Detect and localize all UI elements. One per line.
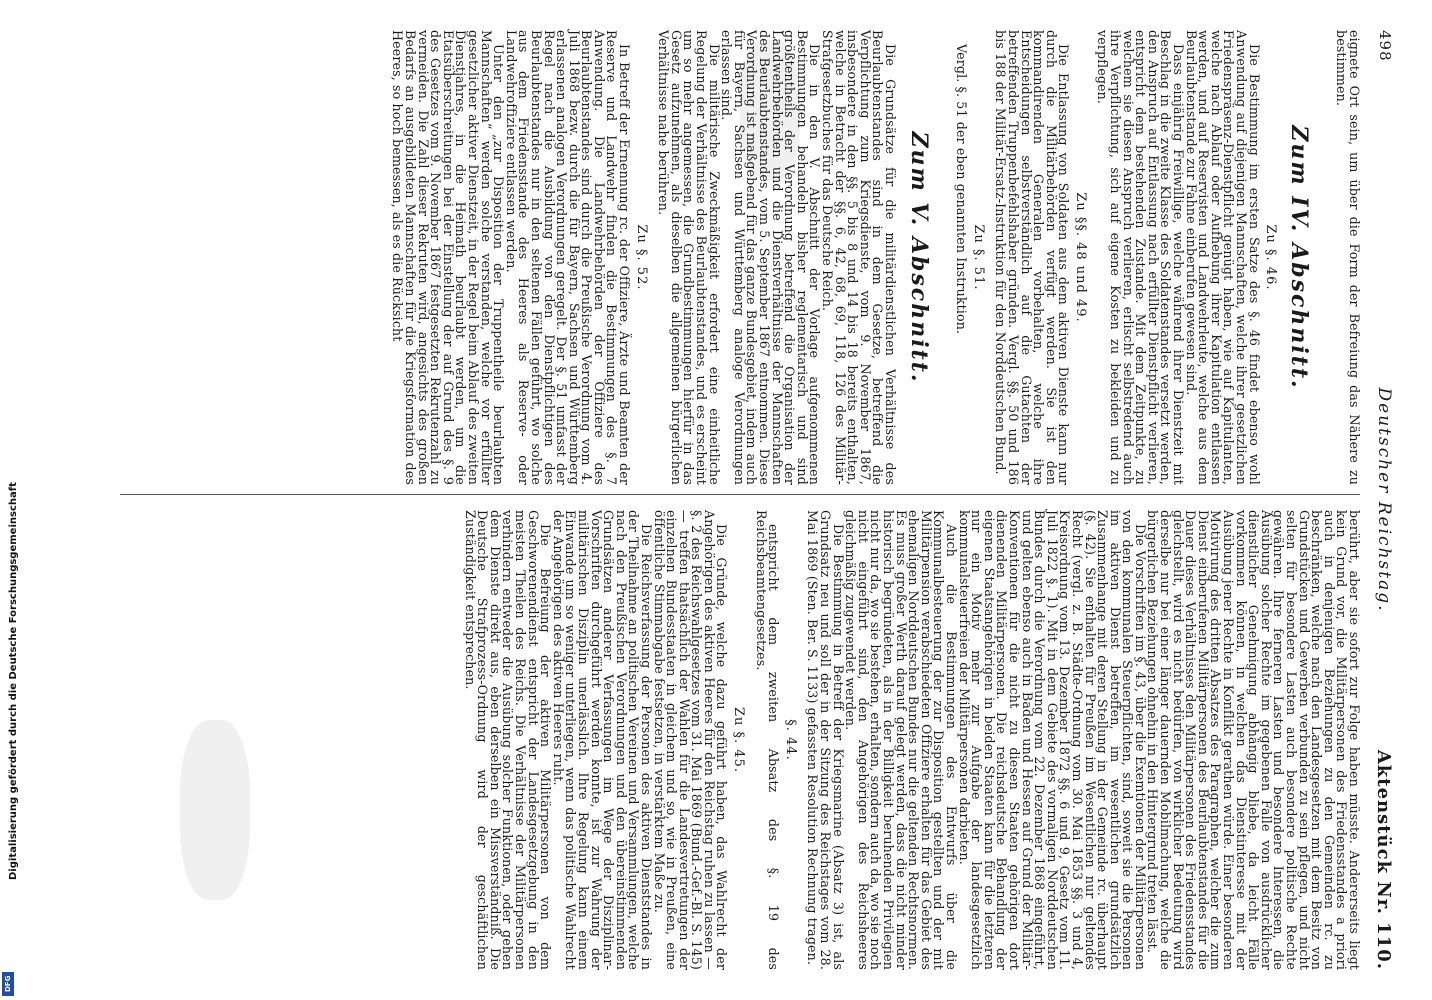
subsection-heading: Zu §. 52.: [633, 224, 649, 291]
paragraph: In Betreff der Ernennung rc. der Offiziere, Ärzte und Beamten der Reserve und Landwehr finden die Bestimmungen des §. 7 Anwendung. Die Landwehrbehörden der Offiziere des Beurlaubtenstandes sind durch die Preußische Verordnung vom 4. Juli 1868 bezw. durch die für Bayern, Sachsen und Württemberg erlassenen analogen Verordnungen geregelt. Der §. 51 umfasst der Regel nach die Ausbildung von den Dienstpflichtigen des Beurlaubtenstandes nur in den seltenen Fällen geführt, wo solche aus dem Friedensstande des Heeres als Reserve- oder Landwehroffiziere entlassen werden.: [503, 30, 633, 485]
digitization-footer: [0, 0, 19, 1000]
column-divider: [120, 494, 1360, 495]
paragraph: entspricht dem zweiten Absatz des §. 19 des Reichsbeamtengesetzes.: [753, 510, 782, 970]
subsection-heading: Zu §. 46.: [1263, 224, 1279, 291]
journal-title: Deutscher Reichstag.: [1374, 387, 1394, 613]
running-head: [1368, 30, 1394, 970]
paragraph: Vergl. §. 51 der eben genannten Instruktion.: [954, 44, 970, 335]
page-number: 498: [1376, 30, 1394, 62]
paragraph: Die Reichsverfassung der Personen des aktiven Dienststandes in der Theilnahme an politischen Vereinen und Versammlungen, welche nach den Preußischen Verordnungen und den übereinstimmenden Grundsätzen anderer Verfassungen im Wege der Disziplinar-Vorschriften durchgeführt werden konnte, ist zur Wahrung der militärischen Disziplin unerlässlich. Ihre Regelung kann einem Einwande um so weniger unterliegen, wenn das politische Wahlrecht der Angehörigen des aktiven Heeres ruht.: [550, 510, 654, 970]
text-column-left: [463, 510, 1360, 970]
section-heading: Zum IV. Abschnitt.: [1285, 125, 1312, 390]
paragraph: Die Bestimmung in Betreff der Kriegsmarine (Absatz 3) ist, als Grundsatz neu und soll der in der Sitzung des Reichstages vom 28. Mai 1869 (Sten. Ber. S. 1133) gefassten Resolution Rechnung tragen.: [805, 510, 846, 970]
subsection-heading: Zu §§. 48 und 49.: [1072, 192, 1088, 323]
paragraph: Die Vorschriften im §. 43, über die Exemtionen der Militärpersonen von den kommunalen Steuerpflichten, sind, soweit sie die Personen im aktiven Dienst betreffen, im wesentlichen grundsätzlich Zusammenhange mit deren Stellung in der Gemeinde rc. überhaupt (§. 42). Sie enthalten für Preußen im Wesentlichen nur geltendes Recht (vergl. z. B. Städte-Ordnung vom 30. Mai 1853 §§. 3 und 4, Kreisordnung vom 13. Dezember 1872 §§. 6 und 9, Gesetz vom 11. Juli 1822 §. 1). Mit in dem Gebiete des vormaligen Norddeutschen Bundes durch die Verordnung vom 22. Dezember 1868 eingeführt, und gelten ebenso auch in Baden und Hessen auf Grund der Militär-Konventionen für die nicht zu diesen Staaten gehörigen dort dienenden Militärpersonen. Die reichsdeutsche Behandlung der eigenen Staatsangehörigen in beiden Staaten kann für die letzteren nur ein Motiv mehr zur Aufgabe der landesgesetzlich kommunalsteuerfreien der Militärpersonen darbieten.: [956, 510, 1148, 970]
scanned-page: [80, 20, 1400, 980]
subsection-heading: Zu §. 45.: [731, 707, 747, 773]
paragraph: berührt, aber sie sofort zur Folge haben müsste. Andererseits liegt kein Grund vor, die Militärpersonen des Friedensstandes a priori auch in denjenigen Beziehungen zu den Gemeinden rc. zu beschränken, welche nach den Landesgesetzen mit dem Besitz von Grundstücken und Gewerben verbunden zu sein pflegen, und nicht selten für besondere Lasten auch besondere politische Rechte gewähren. Ihre ferneren Lasten und besondere Interessen, die Ausübung solcher Rechte im gegebenen Falle von ausdrücklicher dienstlicher Genehmigung abhängig bliebe, da leicht Fälle vorkommen können, in welchen das Dienstinteresse mit der Ausübung jener Rechte in Konflikt gerathen würde. Einer besonderen Motivirung des dritten Absatzes des Paragraphen, welcher die zum Dienst einberufenen Militärpersonen des Beurlaubtenstandes für die Dauer dieses Verhältnisses den Militärpersonen des Friedensstandes gleichstellt, wird es nicht bedürfen, von wirklicher Bedeutung wird derselbe nur bei einer länger dauernden Mobilmachung, welche die bürgerlichen Beziehungen ohnehin in den Hintergrund treten lässt.: [1145, 510, 1362, 970]
paragraph: Dass einjährig Freiwillige, welche während ihrer Dienstzeit mit Beschlag in die zweite Klasse des Soldatenstandes versetzt werden, den Anspruch auf Entlassung nach erfüllter Dienstpflicht verlieren, entspricht dem bestehenden Zustande. Mit dem Zeitpunkte, zu welchem sie diesen Anspruch verlieren, erlischt selbstredend auch ihre Verpflichtung, sich auf eigene Kosten zu bekleiden und zu verpflegen.: [1095, 30, 1187, 485]
subsection-heading: §. 44.: [782, 719, 798, 761]
paper-stain: [180, 720, 250, 900]
paragraph: Die Befreiung der aktiven Militärpersonen von dem Geschworenendienst entspricht der Landesgesetzgebung in den meisten Theilen des Reichs. Die Verhältnisse der Militärpersonen verhindern entweder die Ausübung solcher Funktionen, oder gehen dem Dienste direkt aus, eben derselben ein Missverständniß. Die Deutsche Strafprozess-Ordnung wird der geschäftlichen Zuständigkeit entsprechen.: [462, 510, 554, 970]
document-reference: Aktenstück Nr. 110.: [1373, 749, 1394, 970]
paragraph: Die Bestimmung im ersten Satze des §. 46 findet ebenso wohl Anwendung auf diejenigen Mannschaften, welche ihrer gesetzlichen Friedenspräsenz-Dienstpflicht genügt haben, wie auf Kapitulanten, welche nach Ablauf oder Aufhebung ihrer Kapitulation entlassen werden, und auf Reservisten und Landwehrleute, welche aus dem Beurlaubtenstande zur Fahne einberufen gewesen sind.: [1183, 30, 1262, 485]
paragraph: Unter den „zur Disposition der Truppentheile beurlaubten Mannschaften“ werden solche verstanden, welche vor erfüllter gesetzlicher aktiver Dienstzeit, in der Regel beim Ablauf des zweiten Dienstjahres, in die Heimath beurlaubt werden, um die Etatsüberschreitungen bei der Einstellung der auf Grund des §. 9 des Gesetzes vom 9. November 1867 festgesetzten Rekrutenzahl zu vermeiden. Die Zahl dieser Rekruten wird, angesichts des großen Bedarfs an ausgebildeten Mannschaften für die Kriegsformation des Heeres, so hoch bemessen, als es die Rücksicht: [390, 30, 507, 485]
paragraph: Die militärische Zweckmäßigkeit erfordert eine einheitliche Regelung der Verhältnisse des Beurlaubtenstandes, und es erscheint um so mehr angemessen, die Grundbestimmungen hierfür in das Gesetz aufzunehmen, als dieselben die allgemeinen bürgerlichen Verhältnisse nahe berühren.: [656, 30, 722, 485]
paragraph: eignete Ort sein, um über die Form der Befreiung das Nähere zu bestimmen.: [1334, 30, 1362, 485]
subsection-heading: Zu §. 51.: [970, 224, 986, 291]
section-heading: Zum V. Abschnitt.: [905, 131, 932, 384]
text-column-right: [391, 30, 1360, 485]
paragraph: Die in den V. Abschnitt der Vorlage aufgenommenen Bestimmungen behandeln bisher reglementarisch und sind größtentheils der Verordnung betreffend die Organisation der Landwehrbehörden und die Dienstverhältnisse der Mannschaften des Beurlaubtenstandes, vom 5. September 1867 entnommen. Diese Verordnung ist maßgebend für das ganze Bundesgebiet, indem auch für Bayern, Sachsen und Württemberg analoge Verordnungen erlassen sind.: [719, 30, 823, 485]
dfg-logo: DFG: [2, 972, 14, 996]
paragraph: Die Entlassung von Soldaten aus dem aktiven Dienste kann nur durch die Militärbehörden verfügt werden. Sie ist den kommandirenden Generalen vorbehalten, welche ihre Entscheidungen selbstverständlich auf die Gutachten der betreffenden Truppenbefehlshaber gründen. Vergl. §§. 50 und 186 bis 188 der Militär-Ersatz-Instruktion für den Norddeutschen Bund.: [993, 30, 1072, 485]
paragraph: Die Gründe, welche dazu geführt haben, das Wahlrecht der Angehörigen des aktiven Heeres für den Reichstag ruhen zu lassen — §. 2 des Reichswahlgesetzes vom 31. Mai 1869 (Bund.-Gef.-Bl. S. 145) — treffen thatsächlich der Wahlen für die Landesvertretungen der einzelnen Bundesstaaten in gleichem und so, wie in Preußen, eine öffentliche Stimmabgabe festsetzen, in verstärktem Maße zu.: [651, 510, 730, 970]
footer-credit-text: Digitalisierung gefördert durch die Deutsche Forschungsgemeinschaft: [8, 482, 19, 880]
paragraph: Auch die Bestimmungen des Entwurfs über die Kommunalbesteuerung der zur Disposition gestellten und der mit Militärpension verabschiedeten Offiziere erhalten für das Gebiet des ehemaligen Norddeutschen Bundes nur die geltenden Rechtsnormen. Es muss großer Werth darauf gelegt werden, dass die nicht minder historisch begründeten, als in der Billigkeit beruhenden Privilegien nicht nur da, wo sie bestehen, erhalten, sondern auch da, wo sie noch nicht eingeführt sind, den Angehörigen des Reichsheeres gleichmäßig zugewendet werden.: [843, 510, 959, 970]
paragraph: Die Grundsätze für die militärdienstlichen Verhältnisse des Beurlaubtenstandes sind in dem Gesetze, betreffend die Verpflichtung zum Kriegsdienste, vom 9. November 1867, insbesondere in den §§. 5 bis 8 und 14 bis 18 bereits enthalten, welche in Betracht der §§. 6, 42, 68, 69, 118, 126 des Militär-Strafgesetzbuches für das Deutsche Reich.: [820, 30, 898, 485]
